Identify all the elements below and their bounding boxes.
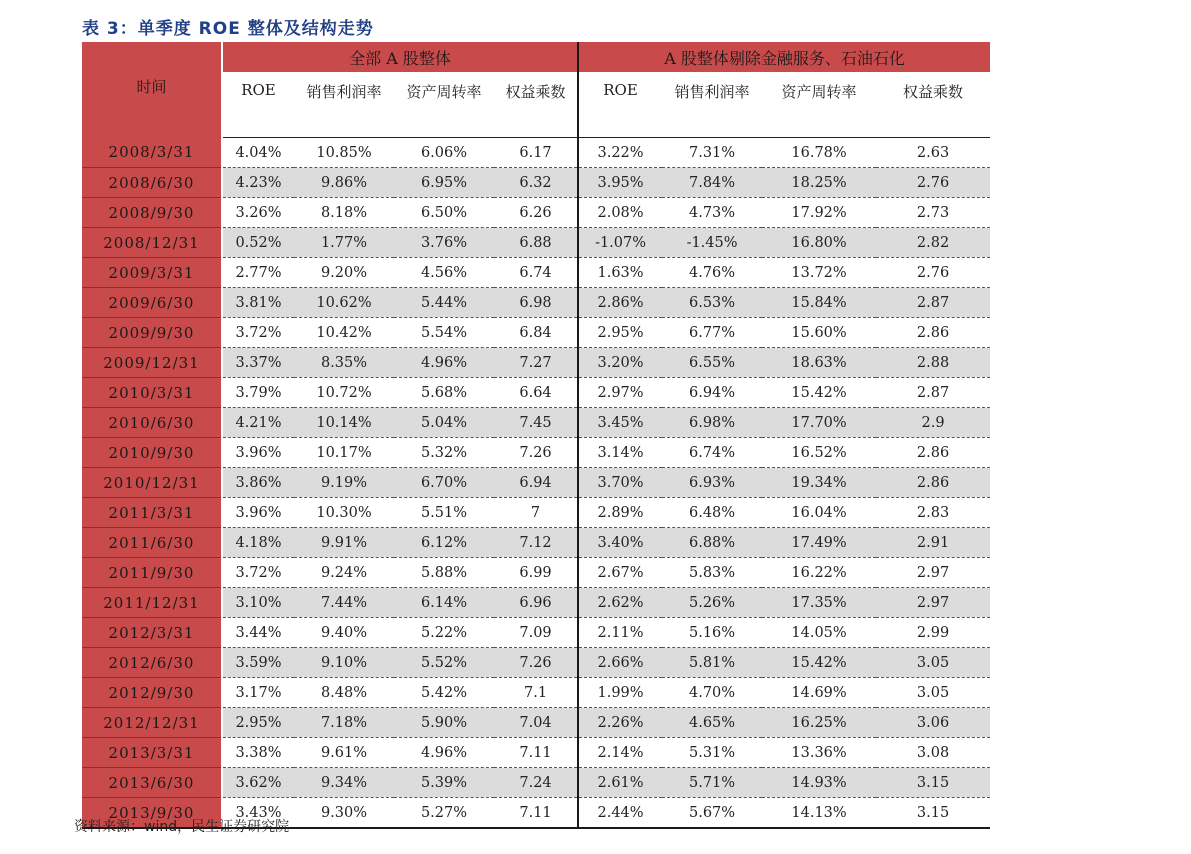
value-cell: 2.77% (222, 258, 294, 288)
value-cell: 3.96% (222, 438, 294, 468)
table-row (82, 198, 990, 228)
value-cell: 3.72% (222, 558, 294, 588)
value-cell: 6.96 (494, 588, 578, 618)
source-note: 资料来源：wind，民生证券研究院 (74, 819, 290, 835)
value-cell: 7.31% (662, 138, 762, 168)
value-cell: 3.86% (222, 468, 294, 498)
value-cell: 2.76 (876, 168, 990, 198)
value-cell: 3.40% (578, 528, 662, 558)
value-cell: 17.92% (762, 198, 876, 228)
value-cell: 2.86 (876, 468, 990, 498)
value-cell: 1.99% (578, 678, 662, 708)
value-cell: 5.32% (394, 438, 494, 468)
value-cell: 4.76% (662, 258, 762, 288)
value-cell: 2.86% (578, 288, 662, 318)
value-cell: 3.76% (394, 228, 494, 258)
value-cell: 17.35% (762, 588, 876, 618)
value-cell: 6.74 (494, 258, 578, 288)
value-cell: 16.78% (762, 138, 876, 168)
table-row (82, 738, 990, 768)
roe-table-container (82, 42, 990, 829)
value-cell: 1.77% (294, 228, 394, 258)
value-cell: 4.04% (222, 138, 294, 168)
table-row (82, 618, 990, 648)
table-row (82, 348, 990, 378)
value-cell: 7.04 (494, 708, 578, 738)
value-cell: 5.88% (394, 558, 494, 588)
value-cell: 7.84% (662, 168, 762, 198)
value-cell: 4.65% (662, 708, 762, 738)
value-cell: 3.22% (578, 138, 662, 168)
date-cell: 2012/6/30 (82, 648, 222, 678)
value-cell: 2.11% (578, 618, 662, 648)
value-cell: 4.96% (394, 738, 494, 768)
value-cell: 5.22% (394, 618, 494, 648)
value-cell: 4.56% (394, 258, 494, 288)
value-cell: 5.27% (394, 798, 494, 829)
value-cell: 18.63% (762, 348, 876, 378)
value-cell: 4.21% (222, 408, 294, 438)
table-row (82, 168, 990, 198)
date-cell: 2013/9/30 (82, 798, 222, 829)
value-cell: 6.88 (494, 228, 578, 258)
value-cell: 6.12% (394, 528, 494, 558)
date-cell: 2008/9/30 (82, 198, 222, 228)
value-cell: 10.62% (294, 288, 394, 318)
date-cell: 2008/3/31 (82, 138, 222, 168)
value-cell: 3.26% (222, 198, 294, 228)
value-cell: 2.44% (578, 798, 662, 829)
value-cell: 17.49% (762, 528, 876, 558)
value-cell: 10.42% (294, 318, 394, 348)
value-cell: 7.24 (494, 768, 578, 798)
value-cell: 2.76 (876, 258, 990, 288)
value-cell: 6.99 (494, 558, 578, 588)
value-cell: 3.38% (222, 738, 294, 768)
table-row (82, 138, 990, 168)
value-cell: 4.70% (662, 678, 762, 708)
value-cell: 5.67% (662, 798, 762, 829)
value-cell: 0.52% (222, 228, 294, 258)
value-cell: 9.86% (294, 168, 394, 198)
value-cell: 2.14% (578, 738, 662, 768)
date-cell: 2011/12/31 (82, 588, 222, 618)
value-cell: 9.91% (294, 528, 394, 558)
value-cell: 7.26 (494, 438, 578, 468)
value-cell: 3.62% (222, 768, 294, 798)
value-cell: 3.43% (222, 798, 294, 829)
date-cell: 2010/6/30 (82, 408, 222, 438)
column-header-0: ROE (222, 73, 294, 138)
date-cell: 2009/9/30 (82, 318, 222, 348)
value-cell: 16.80% (762, 228, 876, 258)
value-cell: 10.72% (294, 378, 394, 408)
table-row (82, 378, 990, 408)
value-cell: 9.10% (294, 648, 394, 678)
value-cell: 19.34% (762, 468, 876, 498)
value-cell: 7.11 (494, 738, 578, 768)
value-cell: 7.27 (494, 348, 578, 378)
value-cell: 15.84% (762, 288, 876, 318)
value-cell: 2.99 (876, 618, 990, 648)
value-cell: 2.97 (876, 558, 990, 588)
value-cell: 5.54% (394, 318, 494, 348)
date-cell: 2009/6/30 (82, 288, 222, 318)
date-cell: 2013/6/30 (82, 768, 222, 798)
value-cell: 6.32 (494, 168, 578, 198)
value-cell: 6.70% (394, 468, 494, 498)
table-row (82, 408, 990, 438)
value-cell: 3.72% (222, 318, 294, 348)
value-cell: 2.26% (578, 708, 662, 738)
value-cell: 9.34% (294, 768, 394, 798)
value-cell: 6.98% (662, 408, 762, 438)
value-cell: 3.05 (876, 678, 990, 708)
value-cell: 15.42% (762, 378, 876, 408)
table-row (82, 528, 990, 558)
value-cell: 4.73% (662, 198, 762, 228)
value-cell: 5.26% (662, 588, 762, 618)
value-cell: 3.59% (222, 648, 294, 678)
value-cell: 16.52% (762, 438, 876, 468)
value-cell: 6.17 (494, 138, 578, 168)
value-cell: 2.89% (578, 498, 662, 528)
value-cell: 2.66% (578, 648, 662, 678)
value-cell: 2.67% (578, 558, 662, 588)
value-cell: 9.20% (294, 258, 394, 288)
value-cell: 2.87 (876, 378, 990, 408)
date-cell: 2012/3/31 (82, 618, 222, 648)
value-cell: 2.9 (876, 408, 990, 438)
value-cell: 9.24% (294, 558, 394, 588)
date-cell: 2011/3/31 (82, 498, 222, 528)
value-cell: 4.23% (222, 168, 294, 198)
value-cell: 3.06 (876, 708, 990, 738)
value-cell: 5.71% (662, 768, 762, 798)
group-header-ex-fin-oil: A 股整体剔除金融服务、石油石化 (578, 42, 990, 73)
value-cell: 4.96% (394, 348, 494, 378)
value-cell: 6.06% (394, 138, 494, 168)
value-cell: 6.93% (662, 468, 762, 498)
value-cell: 9.19% (294, 468, 394, 498)
date-cell: 2013/3/31 (82, 738, 222, 768)
value-cell: 7.12 (494, 528, 578, 558)
value-cell: 2.73 (876, 198, 990, 228)
value-cell: 6.55% (662, 348, 762, 378)
value-cell: 5.68% (394, 378, 494, 408)
value-cell: 2.88 (876, 348, 990, 378)
value-cell: 10.14% (294, 408, 394, 438)
date-cell: 2008/6/30 (82, 168, 222, 198)
date-cell: 2012/9/30 (82, 678, 222, 708)
table-row (82, 468, 990, 498)
value-cell: 2.61% (578, 768, 662, 798)
value-cell: 2.87 (876, 288, 990, 318)
date-cell: 2009/3/31 (82, 258, 222, 288)
value-cell: 6.95% (394, 168, 494, 198)
value-cell: 5.90% (394, 708, 494, 738)
date-cell: 2011/6/30 (82, 528, 222, 558)
value-cell: 6.48% (662, 498, 762, 528)
table-header (82, 42, 990, 138)
value-cell: 16.25% (762, 708, 876, 738)
value-cell: 7 (494, 498, 578, 528)
value-cell: 5.31% (662, 738, 762, 768)
value-cell: 16.22% (762, 558, 876, 588)
value-cell: 2.97 (876, 588, 990, 618)
value-cell: 15.42% (762, 648, 876, 678)
value-cell: 3.15 (876, 798, 990, 829)
value-cell: 9.61% (294, 738, 394, 768)
value-cell: 8.48% (294, 678, 394, 708)
table-row (82, 648, 990, 678)
table-row (82, 288, 990, 318)
value-cell: 3.37% (222, 348, 294, 378)
table-title: 表 3：单季度 ROE 整体及结构走势 (82, 19, 374, 39)
table-row (82, 228, 990, 258)
table-row (82, 318, 990, 348)
value-cell: 14.69% (762, 678, 876, 708)
value-cell: 9.40% (294, 618, 394, 648)
value-cell: 5.16% (662, 618, 762, 648)
value-cell: 10.30% (294, 498, 394, 528)
value-cell: 13.36% (762, 738, 876, 768)
table-row (82, 678, 990, 708)
roe-table (82, 42, 990, 829)
value-cell: 9.30% (294, 798, 394, 829)
value-cell: 7.45 (494, 408, 578, 438)
value-cell: 13.72% (762, 258, 876, 288)
value-cell: 3.08 (876, 738, 990, 768)
date-cell: 2008/12/31 (82, 228, 222, 258)
value-cell: 6.14% (394, 588, 494, 618)
value-cell: 6.88% (662, 528, 762, 558)
value-cell: 3.10% (222, 588, 294, 618)
column-header-1: 销售利润率 (294, 73, 394, 138)
value-cell: -1.45% (662, 228, 762, 258)
value-cell: 2.86 (876, 438, 990, 468)
value-cell: 15.60% (762, 318, 876, 348)
table-row (82, 708, 990, 738)
value-cell: 3.81% (222, 288, 294, 318)
value-cell: -1.07% (578, 228, 662, 258)
date-cell: 2010/3/31 (82, 378, 222, 408)
column-header-2: 资产周转率 (394, 73, 494, 138)
value-cell: 2.91 (876, 528, 990, 558)
column-header-7: 权益乘数 (876, 73, 990, 138)
value-cell: 5.81% (662, 648, 762, 678)
value-cell: 2.86 (876, 318, 990, 348)
value-cell: 5.42% (394, 678, 494, 708)
value-cell: 5.51% (394, 498, 494, 528)
value-cell: 7.1 (494, 678, 578, 708)
value-cell: 2.08% (578, 198, 662, 228)
value-cell: 3.79% (222, 378, 294, 408)
value-cell: 2.97% (578, 378, 662, 408)
date-cell: 2009/12/31 (82, 348, 222, 378)
value-cell: 3.95% (578, 168, 662, 198)
value-cell: 6.50% (394, 198, 494, 228)
table-row (82, 588, 990, 618)
value-cell: 7.11 (494, 798, 578, 829)
value-cell: 7.09 (494, 618, 578, 648)
value-cell: 10.85% (294, 138, 394, 168)
value-cell: 1.63% (578, 258, 662, 288)
value-cell: 6.84 (494, 318, 578, 348)
value-cell: 5.83% (662, 558, 762, 588)
value-cell: 6.64 (494, 378, 578, 408)
value-cell: 2.63 (876, 138, 990, 168)
value-cell: 14.13% (762, 798, 876, 829)
date-cell: 2010/12/31 (82, 468, 222, 498)
table-row (82, 258, 990, 288)
value-cell: 3.44% (222, 618, 294, 648)
value-cell: 3.96% (222, 498, 294, 528)
value-cell: 7.26 (494, 648, 578, 678)
value-cell: 2.95% (578, 318, 662, 348)
value-cell: 3.14% (578, 438, 662, 468)
time-column-header: 时间 (82, 42, 222, 138)
value-cell: 7.18% (294, 708, 394, 738)
column-header-6: 资产周转率 (762, 73, 876, 138)
value-cell: 5.44% (394, 288, 494, 318)
value-cell: 10.17% (294, 438, 394, 468)
value-cell: 7.44% (294, 588, 394, 618)
date-cell: 2011/9/30 (82, 558, 222, 588)
table-row (82, 498, 990, 528)
date-cell: 2010/9/30 (82, 438, 222, 468)
value-cell: 3.70% (578, 468, 662, 498)
column-header-3: 权益乘数 (494, 73, 578, 138)
value-cell: 18.25% (762, 168, 876, 198)
value-cell: 8.35% (294, 348, 394, 378)
table-row (82, 558, 990, 588)
date-cell: 2012/12/31 (82, 708, 222, 738)
value-cell: 3.20% (578, 348, 662, 378)
value-cell: 3.15 (876, 768, 990, 798)
value-cell: 6.26 (494, 198, 578, 228)
value-cell: 2.95% (222, 708, 294, 738)
value-cell: 2.62% (578, 588, 662, 618)
value-cell: 6.74% (662, 438, 762, 468)
value-cell: 2.83 (876, 498, 990, 528)
column-header-5: 销售利润率 (662, 73, 762, 138)
value-cell: 17.70% (762, 408, 876, 438)
value-cell: 14.93% (762, 768, 876, 798)
value-cell: 4.18% (222, 528, 294, 558)
value-cell: 6.77% (662, 318, 762, 348)
table-row (82, 438, 990, 468)
value-cell: 16.04% (762, 498, 876, 528)
value-cell: 6.94 (494, 468, 578, 498)
table-body (82, 138, 990, 829)
value-cell: 2.82 (876, 228, 990, 258)
value-cell: 5.52% (394, 648, 494, 678)
value-cell: 5.04% (394, 408, 494, 438)
value-cell: 5.39% (394, 768, 494, 798)
group-header-all-a: 全部 A 股整体 (222, 42, 578, 73)
value-cell: 3.17% (222, 678, 294, 708)
value-cell: 6.53% (662, 288, 762, 318)
value-cell: 6.98 (494, 288, 578, 318)
table-row (82, 768, 990, 798)
value-cell: 6.94% (662, 378, 762, 408)
value-cell: 8.18% (294, 198, 394, 228)
value-cell: 3.05 (876, 648, 990, 678)
value-cell: 3.45% (578, 408, 662, 438)
value-cell: 14.05% (762, 618, 876, 648)
column-header-4: ROE (578, 73, 662, 138)
